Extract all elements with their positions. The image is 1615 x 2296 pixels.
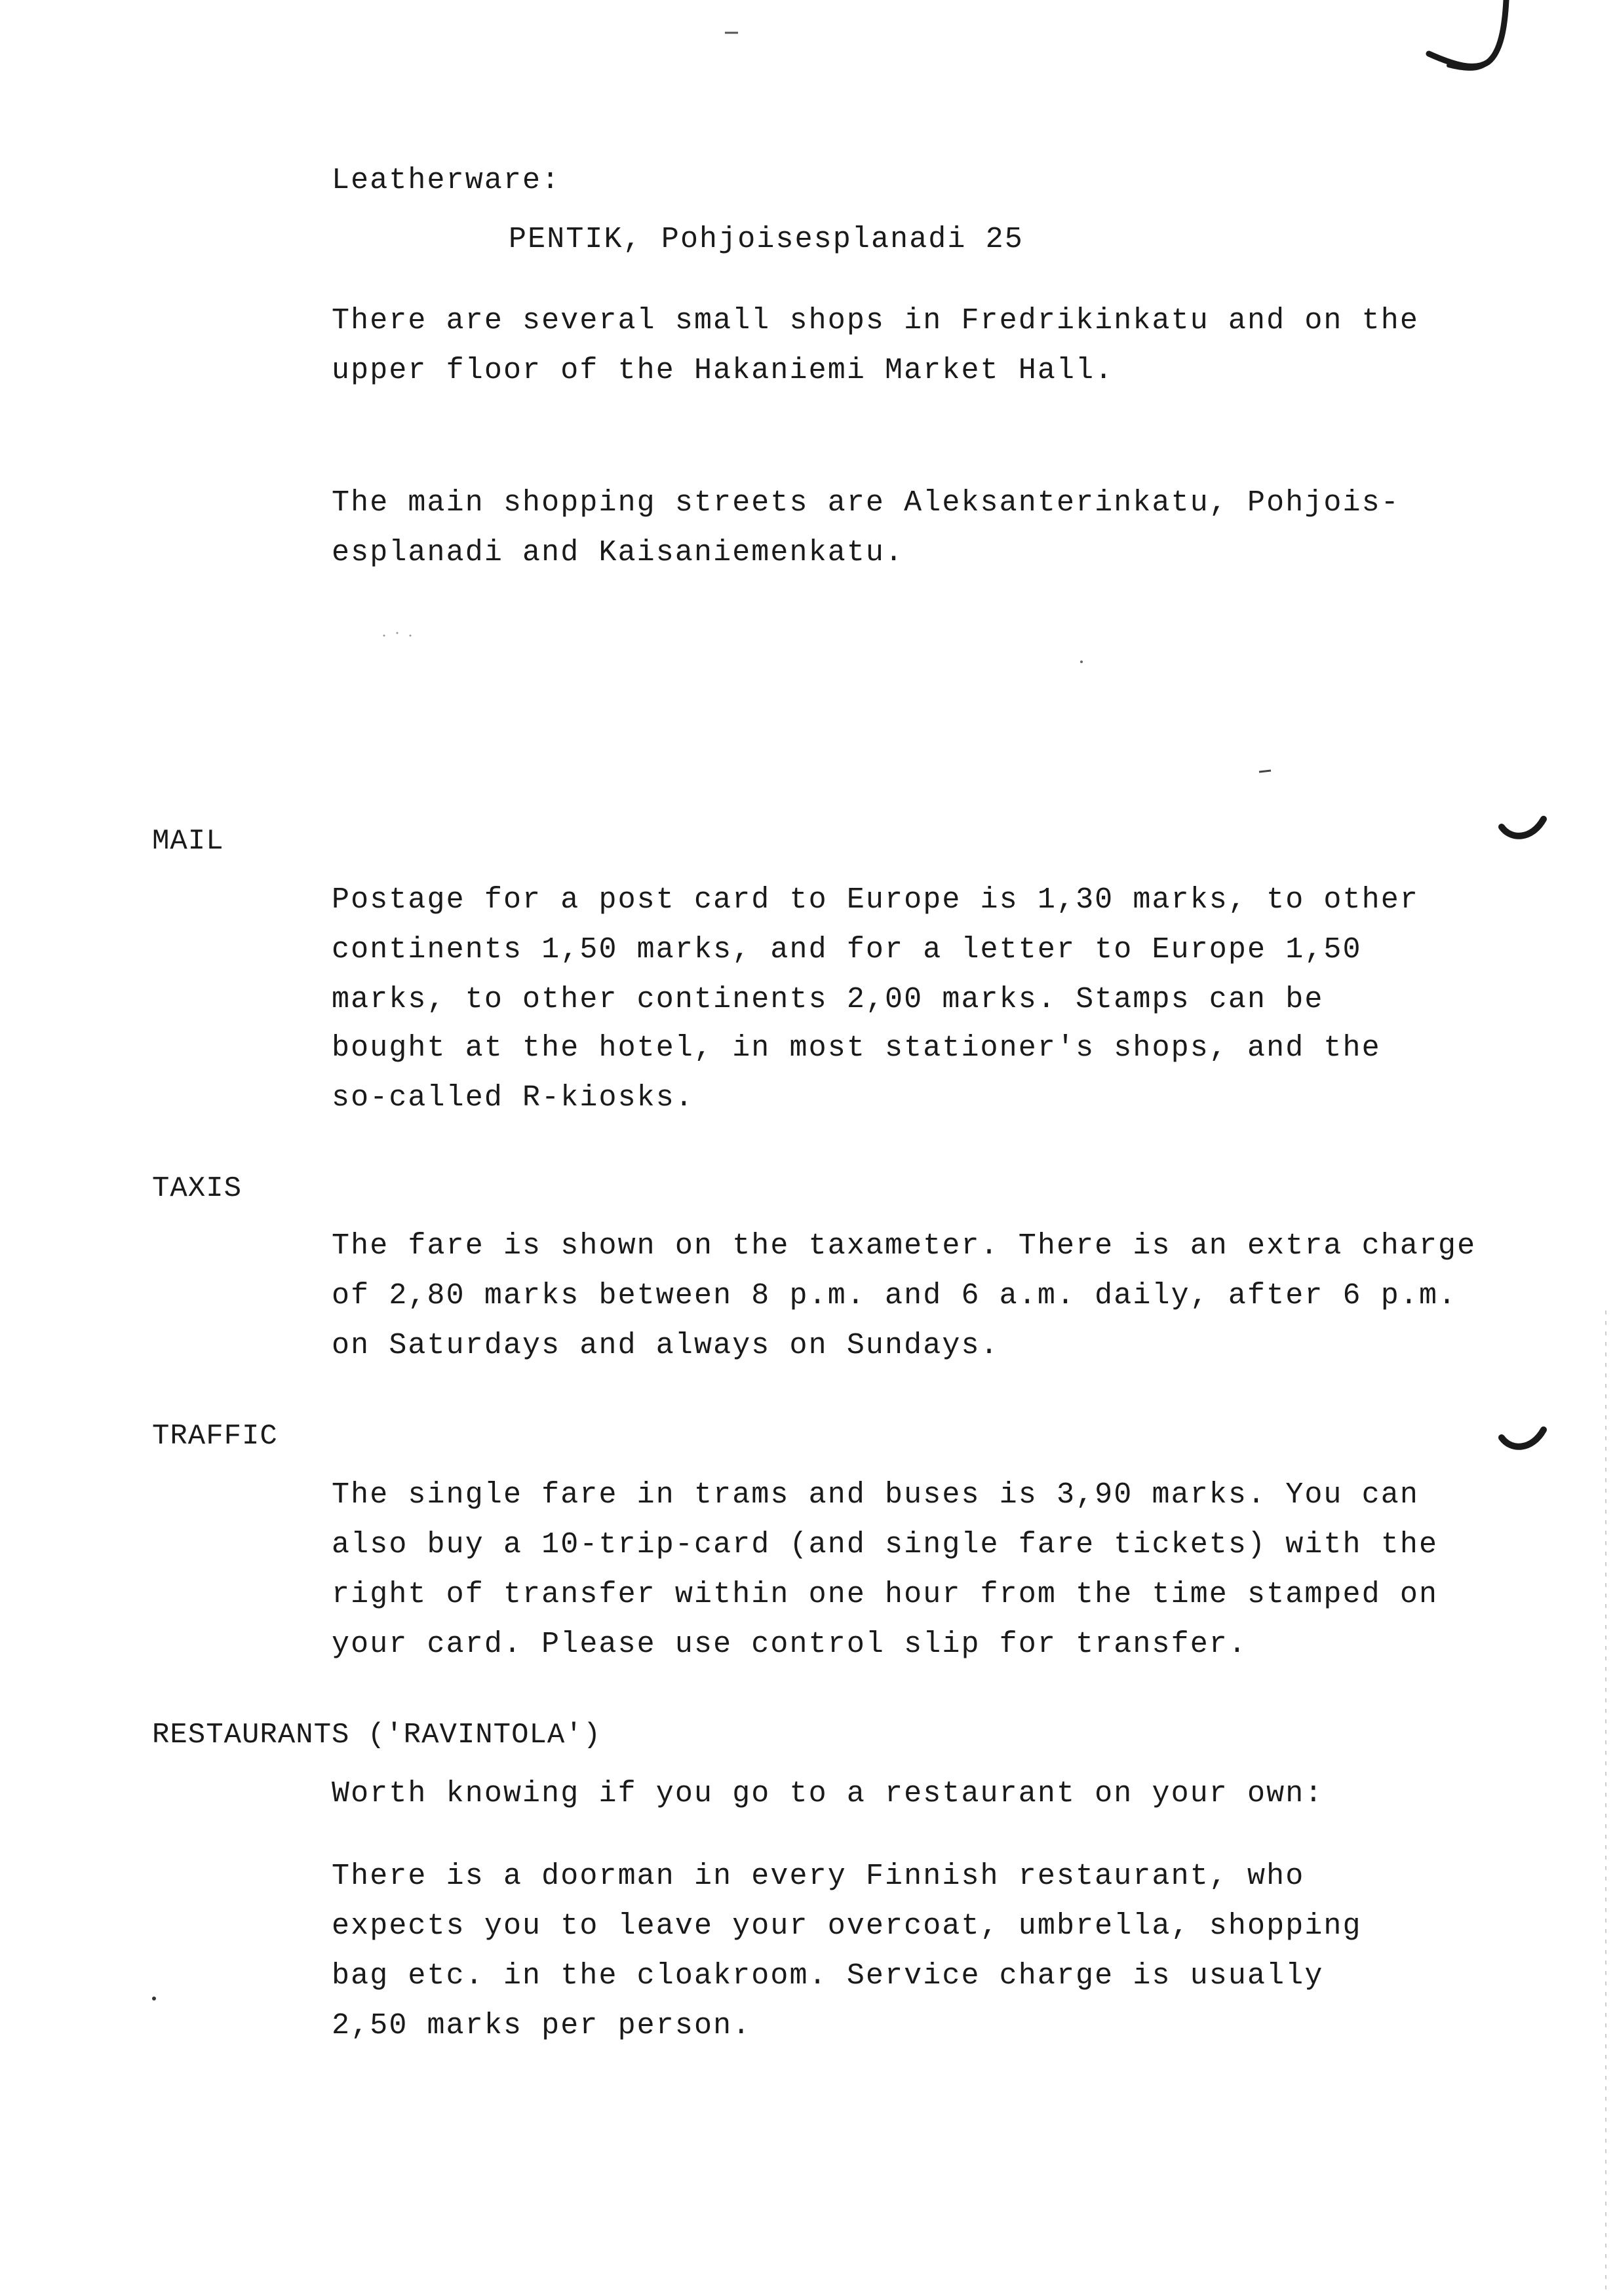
page-edge-line-icon (1599, 1311, 1612, 2293)
mail-line-1: Postage for a post card to Europe is 1,30 marks, to other (332, 883, 1419, 917)
speck-mark-icon (1075, 655, 1088, 668)
punch-hole-mark-icon (1498, 1423, 1550, 1463)
taxis-line-2: of 2,80 marks between 8 p.m. and 6 a.m. daily, after 6 p.m. (332, 1279, 1458, 1312)
restaurants-heading: RESTAURANTS ('RAVINTOLA') (152, 1719, 602, 1751)
restaurants-line-2: expects you to leave your overcoat, umbrella, shopping (332, 1909, 1362, 1943)
corner-binding-mark-icon (1403, 0, 1521, 79)
speck-mark-icon (380, 629, 419, 642)
main-streets-line-2: esplanadi and Kaisaniemenkatu. (332, 536, 905, 569)
mail-line-5: so-called R-kiosks. (332, 1081, 694, 1115)
speck-mark-icon (721, 26, 747, 39)
leatherware-heading: Leatherware: (332, 164, 561, 197)
restaurants-intro: Worth knowing if you go to a restaurant on your own: (332, 1777, 1324, 1810)
traffic-line-2: also buy a 10-trip-card (and single fare tickets) with the (332, 1528, 1439, 1561)
taxis-line-3: on Saturdays and always on Sundays. (332, 1329, 1000, 1362)
mail-heading: MAIL (152, 825, 224, 858)
speck-mark-icon (1255, 765, 1281, 778)
punch-hole-mark-icon (1498, 813, 1550, 852)
mail-line-2: continents 1,50 marks, and for a letter to Europe 1,50 (332, 933, 1362, 966)
main-streets-line-1: The main shopping streets are Aleksanterinkatu, Pohjois- (332, 486, 1400, 520)
restaurants-line-1: There is a doorman in every Finnish restaurant, who (332, 1860, 1305, 1893)
speck-mark-icon (147, 1992, 161, 2005)
pentik-shop-address: PENTIK, Pohjoisesplanadi 25 (509, 223, 1024, 256)
mail-line-4: bought at the hotel, in most stationer's shops, and the (332, 1031, 1381, 1065)
taxis-line-1: The fare is shown on the taxameter. There is an extra charge (332, 1229, 1477, 1263)
small-shops-line-2: upper floor of the Hakaniemi Market Hall. (332, 354, 1114, 387)
small-shops-line-1: There are several small shops in Fredrikinkatu and on the (332, 304, 1419, 337)
traffic-line-1: The single fare in trams and buses is 3,90 marks. You can (332, 1478, 1419, 1512)
restaurants-line-4: 2,50 marks per person. (332, 2009, 752, 2042)
taxis-heading: TAXIS (152, 1172, 243, 1205)
traffic-heading: TRAFFIC (152, 1420, 278, 1453)
restaurants-line-3: bag etc. in the cloakroom. Service charge is usually (332, 1959, 1324, 1993)
traffic-line-3: right of transfer within one hour from the time stamped on (332, 1578, 1439, 1611)
traffic-line-4: your card. Please use control slip for transfer. (332, 1628, 1248, 1661)
mail-line-3: marks, to other continents 2,00 marks. Stamps can be (332, 983, 1324, 1016)
